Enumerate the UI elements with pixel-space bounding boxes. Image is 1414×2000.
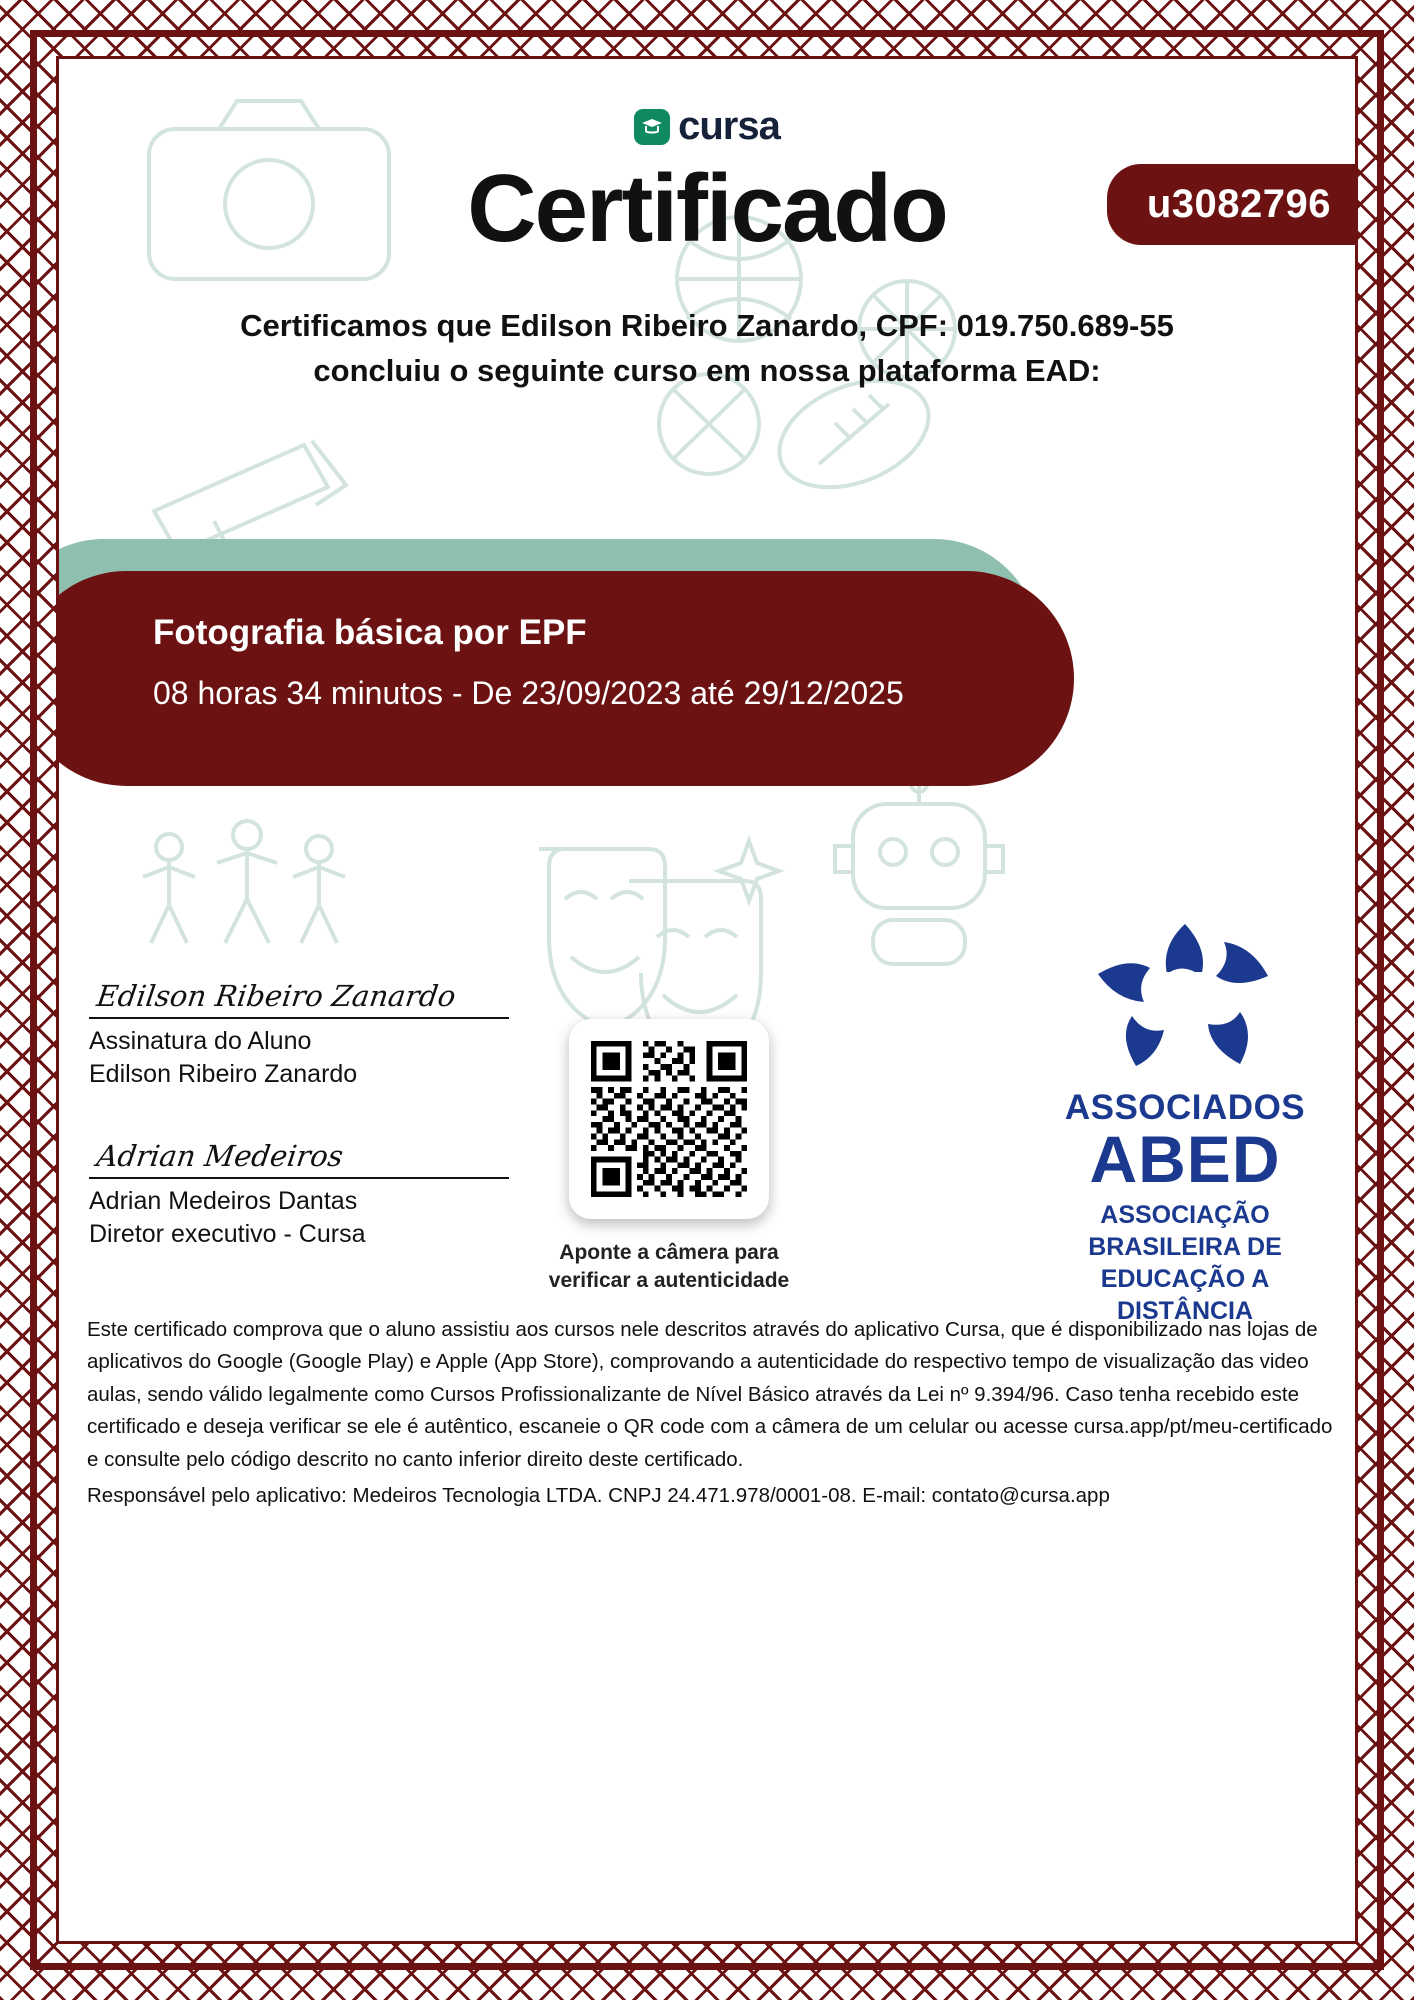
qr-caption-line-2: verificar a autenticidade bbox=[548, 1269, 790, 1293]
qr-code[interactable] bbox=[585, 1035, 753, 1203]
abed-name-line-4: DISTÂNCIA bbox=[1116, 1296, 1254, 1325]
director-signature-block bbox=[89, 1139, 549, 1251]
abed-name-line-3: EDUCAÇÃO A bbox=[1100, 1264, 1270, 1293]
statement-line-2: concluiu o seguinte curso em nossa plataforma EAD: bbox=[313, 352, 1101, 388]
certificate-statement bbox=[109, 304, 1305, 394]
director-name: Adrian Medeiros Dantas bbox=[89, 1187, 358, 1215]
abed-name-line-2: BRASILEIRA DE bbox=[1088, 1232, 1282, 1261]
student-signature-label bbox=[89, 1025, 549, 1091]
brand-logo bbox=[59, 104, 1355, 149]
footer-legal-text bbox=[87, 1314, 1341, 1512]
footer-paragraph: Este certificado comprova que o aluno assistiu aos cursos nele descritos através do aplicativo Cursa, que é disponibilizado nas lojas de aplicativos do Google (Google Play) e Apple (App Store), comprovando a autenticidade do respectivo tempo de visualização das video aulas, sendo válido legalmente como Cursos Profissionalizante de Nível Básico através da Lei nº 9.394/96. Caso tenha recebido este certificado e deseja verificar se ele é autêntico, escaneie o QR code com a câmera de um celular ou acesse cursa.app/pt/meu-certificado e consulte pelo código descrito no canto inferior direito deste certificado. bbox=[87, 1318, 1333, 1471]
graduation-cap-icon bbox=[634, 109, 670, 145]
director-role: Diretor executivo - Cursa bbox=[89, 1220, 366, 1248]
certificate-code-badge: u3082796 bbox=[1107, 164, 1355, 245]
director-signature-script: Adrian Medeiros bbox=[94, 1139, 346, 1173]
page-title: Certificado bbox=[467, 155, 947, 262]
director-signature-label bbox=[89, 1185, 549, 1251]
abed-pinwheel-icon bbox=[1090, 914, 1280, 1079]
course-pill bbox=[59, 571, 1074, 786]
dancers-watermark-icon bbox=[129, 819, 369, 979]
signature-line bbox=[89, 1177, 509, 1179]
certificate-content bbox=[59, 59, 1355, 1941]
brand-logo-text: cursa bbox=[678, 104, 780, 148]
qr-caption-line-1: Aponte a câmera para bbox=[559, 1241, 779, 1264]
signature-line bbox=[89, 1017, 509, 1019]
student-signature-caption: Assinatura do Aluno bbox=[89, 1027, 312, 1055]
abed-logo-block bbox=[1035, 914, 1335, 1327]
abed-name-line-1: ASSOCIAÇÃO bbox=[1100, 1200, 1270, 1229]
qr-caption bbox=[514, 1239, 824, 1296]
course-duration-dates: 08 horas 34 minutos - De 23/09/2023 até 29/12/2025 bbox=[153, 675, 904, 711]
abed-acronym: ABED bbox=[1089, 1122, 1281, 1196]
student-name: Edilson Ribeiro Zanardo bbox=[89, 1060, 358, 1088]
abed-full-name bbox=[1035, 1199, 1335, 1327]
student-signature-block bbox=[89, 979, 549, 1091]
robot-watermark-icon bbox=[819, 764, 1019, 984]
footer-responsible: Responsável pelo aplicativo: Medeiros Tecnologia LTDA. CNPJ 24.471.978/0001-08. E-mail: contato@cursa.app bbox=[87, 1483, 1110, 1507]
qr-code-card[interactable] bbox=[569, 1019, 769, 1219]
statement-line-1: Certificamos que Edilson Ribeiro Zanardo, CPF: 019.750.689-55 bbox=[240, 308, 1174, 343]
course-name: Fotografia básica por EPF bbox=[153, 613, 587, 652]
student-signature-script: Edilson Ribeiro Zanardo bbox=[94, 979, 458, 1013]
abed-associados-label: ASSOCIADOS bbox=[1064, 1088, 1306, 1127]
